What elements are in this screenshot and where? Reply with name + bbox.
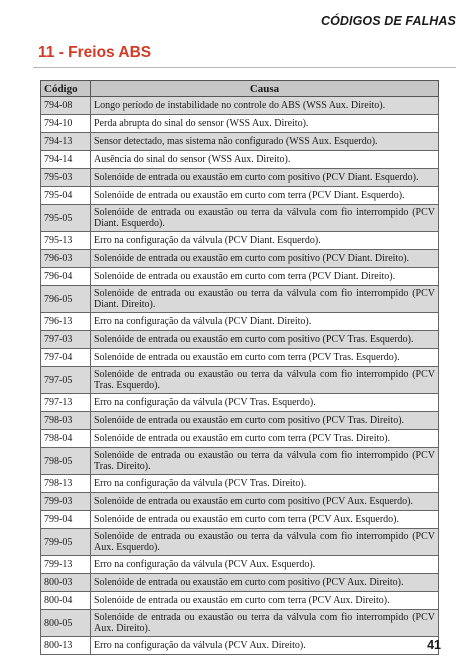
fault-code-cell: 796-13 <box>41 313 91 331</box>
table-row <box>41 331 439 349</box>
fault-cause-cell: Solenóide de entrada ou exaustão em curto com terra (PCV Tras. Direito). <box>91 430 439 448</box>
fault-code-cell: 796-05 <box>41 286 91 313</box>
table-header-row <box>41 81 439 97</box>
fault-code-cell: 799-05 <box>41 529 91 556</box>
table-row <box>41 268 439 286</box>
table-row <box>41 205 439 232</box>
fault-cause-cell: Solenóide de entrada ou exaustão em curto com positivo (PCV Diant. Direito). <box>91 250 439 268</box>
fault-code-cell: 797-03 <box>41 331 91 349</box>
table-row <box>41 232 439 250</box>
table-row <box>41 412 439 430</box>
table-row <box>41 169 439 187</box>
fault-code-cell: 798-13 <box>41 475 91 493</box>
table-row <box>41 430 439 448</box>
fault-code-cell: 794-08 <box>41 97 91 115</box>
table-row <box>41 448 439 475</box>
table-row <box>41 313 439 331</box>
fault-cause-cell: Solenóide de entrada ou exaustão em curto com positivo (PCV Diant. Esquerdo). <box>91 169 439 187</box>
fault-code-cell: 795-03 <box>41 169 91 187</box>
running-header-title: CÓDIGOS DE FALHAS <box>320 14 456 28</box>
fault-cause-cell: Sensor detectado, mas sistema não configurado (WSS Aux. Esquerdo). <box>91 133 439 151</box>
table-row <box>41 574 439 592</box>
fault-cause-cell: Solenóide de entrada ou exaustão ou terra da válvula com fio interrompido (PCV Tras. Direito). <box>91 448 439 475</box>
fault-code-cell: 795-04 <box>41 187 91 205</box>
fault-cause-cell: Erro na configuração da válvula (PCV Diant. Esquerdo). <box>91 232 439 250</box>
fault-codes-table <box>40 80 439 655</box>
fault-cause-cell: Erro na configuração da válvula (PCV Aux. Direito). <box>91 637 439 655</box>
table-row <box>41 592 439 610</box>
fault-code-cell: 796-04 <box>41 268 91 286</box>
fault-cause-cell: Solenóide de entrada ou exaustão em curto com terra (PCV Tras. Esquerdo). <box>91 349 439 367</box>
fault-code-cell: 797-04 <box>41 349 91 367</box>
fault-code-cell: 798-04 <box>41 430 91 448</box>
table-row <box>41 97 439 115</box>
fault-code-cell: 799-04 <box>41 511 91 529</box>
table-row <box>41 286 439 313</box>
fault-code-cell: 797-13 <box>41 394 91 412</box>
table-body <box>41 97 439 655</box>
fault-cause-cell: Perda abrupta do sinal do sensor (WSS Aux. Direito). <box>91 115 439 133</box>
fault-code-cell: 795-05 <box>41 205 91 232</box>
fault-code-cell: 799-03 <box>41 493 91 511</box>
fault-code-cell: 796-03 <box>41 250 91 268</box>
fault-cause-cell: Solenóide de entrada ou exaustão ou terra da válvula com fio interrompido (PCV Diant. Direito). <box>91 286 439 313</box>
table-row <box>41 151 439 169</box>
fault-cause-cell: Solenóide de entrada ou exaustão em curto com positivo (PCV Aux. Esquerdo). <box>91 493 439 511</box>
table-row <box>41 394 439 412</box>
table-row <box>41 115 439 133</box>
fault-code-cell: 795-13 <box>41 232 91 250</box>
table-row <box>41 610 439 637</box>
header-divider <box>33 67 456 68</box>
fault-code-cell: 794-10 <box>41 115 91 133</box>
table-row <box>41 367 439 394</box>
fault-cause-cell: Solenóide de entrada ou exaustão ou terra da válvula com fio interrompido (PCV Aux. Esquerdo). <box>91 529 439 556</box>
fault-code-cell: 800-13 <box>41 637 91 655</box>
fault-code-cell: 794-14 <box>41 151 91 169</box>
fault-cause-cell: Erro na configuração da válvula (PCV Tras. Direito). <box>91 475 439 493</box>
fault-code-cell: 800-03 <box>41 574 91 592</box>
fault-code-cell: 800-05 <box>41 610 91 637</box>
table-row <box>41 349 439 367</box>
table-row <box>41 475 439 493</box>
fault-cause-cell: Solenóide de entrada ou exaustão em curto com positivo (PCV Tras. Esquerdo). <box>91 331 439 349</box>
table-row <box>41 493 439 511</box>
fault-cause-cell: Solenóide de entrada ou exaustão ou terra da válvula com fio interrompido (PCV Aux. Direito). <box>91 610 439 637</box>
fault-cause-cell: Solenóide de entrada ou exaustão em curto com positivo (PCV Tras. Direito). <box>91 412 439 430</box>
fault-code-cell: 798-03 <box>41 412 91 430</box>
fault-cause-cell: Erro na configuração da válvula (PCV Diant. Direito). <box>91 313 439 331</box>
table-row <box>41 529 439 556</box>
table-row <box>41 133 439 151</box>
column-header-code: Código <box>41 81 91 97</box>
fault-code-cell: 797-05 <box>41 367 91 394</box>
table-row <box>41 187 439 205</box>
fault-code-cell: 794-13 <box>41 133 91 151</box>
page-number: 41 <box>427 638 441 652</box>
column-header-cause: Causa <box>91 81 439 97</box>
fault-cause-cell: Longo período de instabilidade no controle do ABS (WSS Aux. Direito). <box>91 97 439 115</box>
table-row <box>41 511 439 529</box>
fault-cause-cell: Solenóide de entrada ou exaustão ou terra da válvula com fio interrompido (PCV Diant. Esquerdo). <box>91 205 439 232</box>
fault-code-cell: 799-13 <box>41 556 91 574</box>
fault-cause-cell: Solenóide de entrada ou exaustão em curto com terra (PCV Diant. Direito). <box>91 268 439 286</box>
fault-cause-cell: Solenóide de entrada ou exaustão em curto com terra (PCV Aux. Direito). <box>91 592 439 610</box>
fault-cause-cell: Ausência do sinal do sensor (WSS Aux. Direito). <box>91 151 439 169</box>
fault-code-cell: 800-04 <box>41 592 91 610</box>
fault-code-cell: 798-05 <box>41 448 91 475</box>
fault-cause-cell: Erro na configuração da válvula (PCV Tras. Esquerdo). <box>91 394 439 412</box>
fault-cause-cell: Solenóide de entrada ou exaustão ou terra da válvula com fio interrompido (PCV Tras. Esquerdo). <box>91 367 439 394</box>
table-row <box>41 556 439 574</box>
fault-cause-cell: Solenóide de entrada ou exaustão em curto com positivo (PCV Aux. Direito). <box>91 574 439 592</box>
table-row <box>41 250 439 268</box>
fault-cause-cell: Solenóide de entrada ou exaustão em curto com terra (PCV Diant. Esquerdo). <box>91 187 439 205</box>
fault-cause-cell: Erro na configuração da válvula (PCV Aux. Esquerdo). <box>91 556 439 574</box>
section-title: 11 - Freios ABS <box>38 44 152 61</box>
table-row <box>41 637 439 655</box>
fault-cause-cell: Solenóide de entrada ou exaustão em curto com terra (PCV Aux. Esquerdo). <box>91 511 439 529</box>
